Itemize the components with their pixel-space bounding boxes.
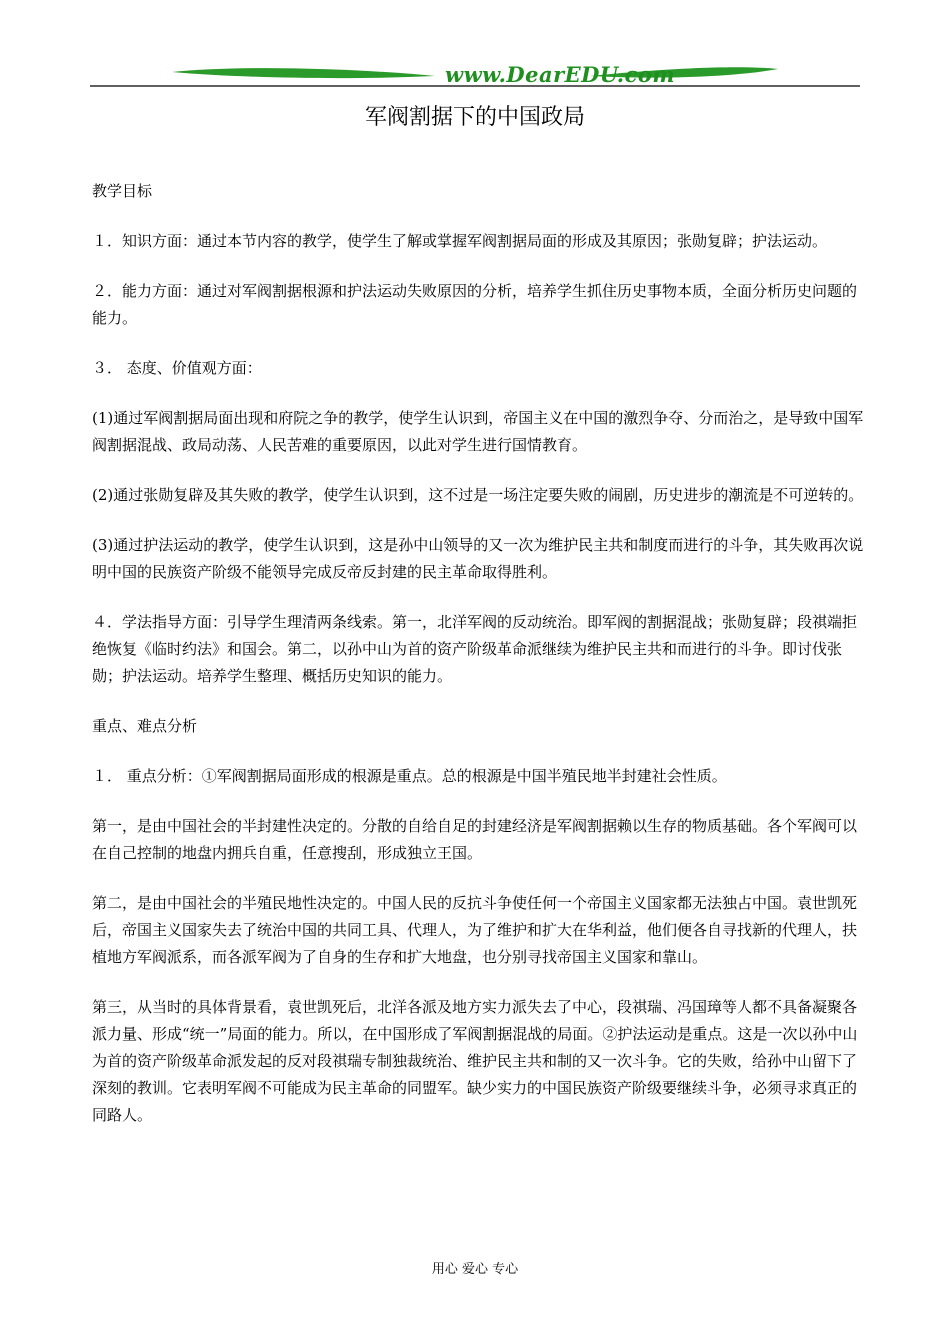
left-swoosh-icon <box>172 68 435 78</box>
paragraph-attitude-3: (3)通过护法运动的教学，使学生认识到，这是孙中山领导的又一次为维护民主共和制度而进行的斗争，其失败再次说明中国的民族资产阶级不能领导完成反帝反封建的民主革命取得胜利。 <box>92 536 864 581</box>
paragraph-ability: ２．能力方面：通过对军阀割据根源和护法运动失败原因的分析，培养学生抓住历史事物本质，全面分析历史问题的能力。 <box>92 282 858 327</box>
paragraph-attitude-1: (1)通过军阀割据局面出现和府院之争的教学，使学生认识到，帝国主义在中国的激烈争夺、分而治之，是导致中国军阀割据混战、政局动荡、人民苦难的重要原因，以此对学生进行国情教育。 <box>92 409 864 454</box>
paragraph-key-point-analysis: １． 重点分析：①军阀割据局面形成的根源是重点。总的根源是中国半殖民地半封建社会性质。 <box>92 767 727 785</box>
paragraph-first-reason: 第一，是由中国社会的半封建性决定的。分散的自给自足的封建经济是军阀割据赖以生存的物质基础。各个军阀可以在自己控制的地盘内拥兵自重，任意搜刮，形成独立王国。 <box>92 817 858 862</box>
section-heading-teaching-goals: 教学目标 <box>92 182 153 200</box>
paragraph-knowledge: １．知识方面：通过本节内容的教学，使学生了解或掌握军阀割据局面的形成及其原因；张勋复辟；护法运动。 <box>92 232 828 250</box>
page-header <box>90 60 860 90</box>
document-body <box>92 178 864 1152</box>
paragraph-attitude-2: (2)通过张勋复辟及其失败的教学，使学生认识到，这不过是一场注定要失败的闹剧，历史进步的潮流是不可逆转的。 <box>92 486 864 504</box>
section-heading-key-points: 重点、难点分析 <box>92 717 198 735</box>
document-title: 军阀割据下的中国政局 <box>364 105 585 130</box>
paragraph-attitude: ３． 态度、价值观方面： <box>92 359 262 377</box>
paragraph-third-reason: 第三，从当时的具体背景看，袁世凯死后，北洋各派及地方实力派失去了中心，段祺瑞、冯国璋等人都不具备凝聚各派力量、形成“统一”局面的能力。所以，在中国形成了军阀割据混战的局面。②护法运动是重点。这是一次以孙中山为首的资产阶级革命派发起的反对段祺瑞专制独裁统治、维护民主共和制的又一次斗争。它的失败，给孙中山留下了深刻的教训。它表明军阀不可能成为民主革命的同盟军。缺少实力的中国民族资产阶级要继续斗争，必须寻求真正的同路人。 <box>92 998 858 1124</box>
paragraph-second-reason: 第二，是由中国社会的半殖民地性决定的。中国人民的反抗斗争使任何一个帝国主义国家都无法独占中国。袁世凯死后，帝国主义国家失去了统治中国的共同工具、代理人，为了维护和扩大在华利益，他们便各自寻找新的代理人，扶植地方军阀派系，而各派军阀为了自身的生存和扩大地盘，也分别寻找帝国主义国家和靠山。 <box>92 894 858 966</box>
site-logo[interactable]: www.DearEDU.com <box>445 62 676 87</box>
paragraph-method: ４．学法指导方面：引导学生理清两条线索。第一，北洋军阀的反动统治。即军阀的割据混战；张勋复辟；段祺端拒绝恢复《临时约法》和国会。第二，以孙中山为首的资产阶级革命派继续为维护民主共和而进行的斗争。即讨伐张勋；护法运动。培养学生整理、概括历史知识的能力。 <box>92 613 858 685</box>
page-footer: 用心 爱心 专心 <box>431 1262 519 1277</box>
